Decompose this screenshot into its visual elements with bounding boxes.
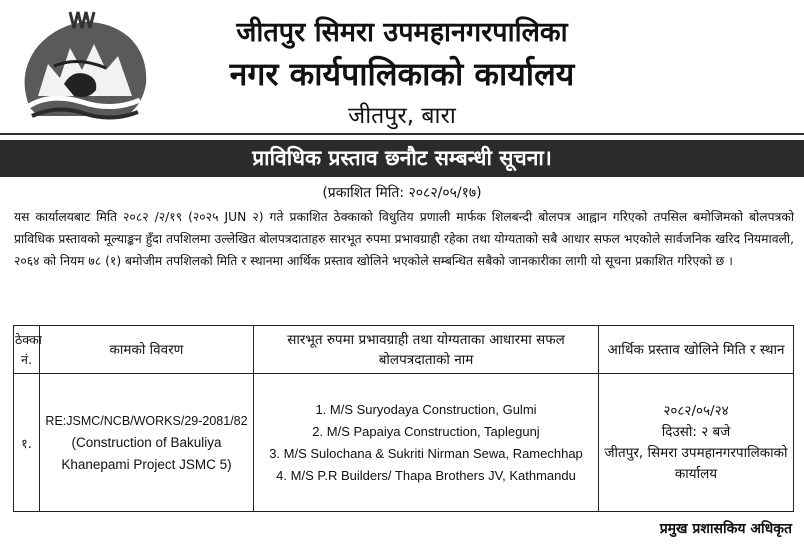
letterhead <box>0 0 804 132</box>
published-date: (प्रकाशित मिति: २०८२/०५/१७) <box>322 185 482 201</box>
list-item: 2. M/S Papaiya Construction, Taplegunj <box>312 423 540 439</box>
header-contract-no: ठेक्का नं. <box>14 326 40 374</box>
project-name: (Construction of Bakuliya Khanepami Project JSMC 5) <box>61 434 232 472</box>
notice-body: यस कार्यालयबाट मिति २०८२ /२/१९ (२०२५ JUN २) गते प्रकाशित ठेक्काको विधुतिय प्रणाली मार्फक शिलबन्दी बोलपत्र आह्वान गरिएको तपसिल बमोजिमको बोलपत्रको प्राविधिक प्रस्तावको मूल्याङ्कन हुँदा तपशिलमा उल्लेखित बोलपत्रदाताहरु सारभूत रुपमा प्रभावग्राही रहेका तथा योग्यताको सबै आधार सफल भएकोले सार्वजनिक खरिद नियमावली, २०६४ को नियम ७८ (१) बमोजीम तपशिलको मिति र स्थानमा आर्थिक प्रस्ताव खोलिने भएकोले सम्बन्धित सबैको जानकारीका लागी यो सूचना प्रकाशित गरिएको छ । <box>14 210 794 268</box>
notice-title: प्राविधिक प्रस्ताव छनौट सम्बन्धी सूचना। <box>0 140 804 177</box>
bidder-list <box>254 374 599 512</box>
bid-table <box>13 325 794 512</box>
list-item: 4. M/S P.R Builders/ Thapa Brothers JV, Kathmandu <box>276 467 576 483</box>
work-description <box>40 374 254 512</box>
header-opening-date-place: आर्थिक प्रस्ताव खोलिने मिति र स्थान <box>599 326 794 374</box>
office-location: जीतपुर, बारा <box>348 103 456 129</box>
header-bidders: सारभूत रुपमा प्रभावग्राही तथा योग्यताका आधारमा सफल बोलपत्रदाताको नाम <box>254 326 599 374</box>
opening-date: २०८२/०५/२४ <box>663 402 729 419</box>
contract-ref: RE:JSMC/NCB/WORKS/29-2081/82 <box>45 413 248 428</box>
opening-place: जीतपुर, सिमरा उपमहानगरपालिकाको कार्यालय <box>604 444 788 482</box>
list-item: 3. M/S Sulochana & Sukriti Nirman Sewa, Ramechhap <box>269 445 583 461</box>
municipality-name: जीतपुर सिमरा उपमहानगरपालिका <box>236 17 568 48</box>
list-item: 1. M/S Suryodaya Construction, Gulmi <box>315 401 537 417</box>
opening-date-place <box>599 374 794 512</box>
opening-time: दिउसो: २ बजे <box>661 423 731 440</box>
header-divider <box>0 133 804 135</box>
header-work-description: कामको विवरण <box>40 326 254 374</box>
table-header-row <box>14 326 794 374</box>
table-row <box>14 374 794 512</box>
office-name: नगर कार्यपालिकाको कार्यालय <box>229 55 575 93</box>
contract-no: १. <box>14 374 40 512</box>
signatory-title: प्रमुख प्रशासकिय अधिकृत <box>659 521 792 537</box>
